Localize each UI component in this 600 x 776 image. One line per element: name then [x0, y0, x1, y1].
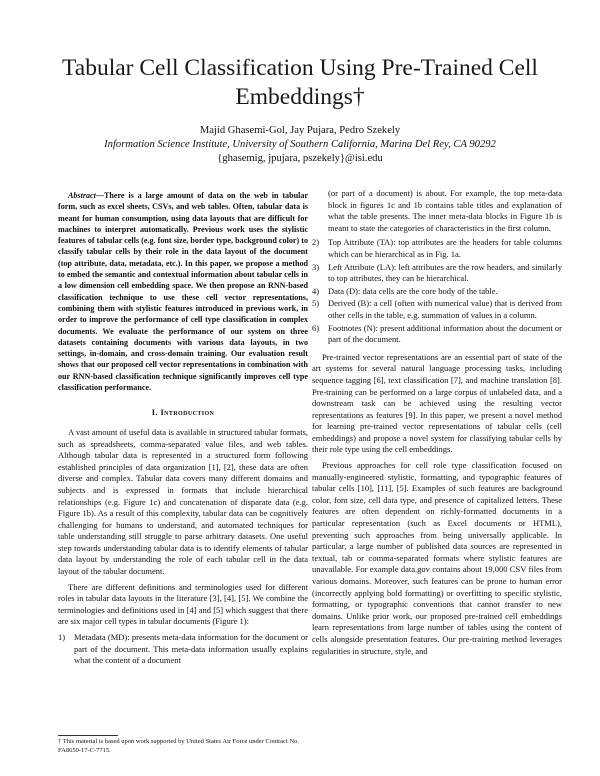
footnote-divider [58, 735, 118, 736]
section-heading-introduction: I. Introduction [151, 407, 215, 418]
list-item-text: Derived (B): a cell (often with numerical value) that is derived from other cells in the table, e.g. summation of values in a column. [328, 298, 562, 320]
list-item-number: 1) [58, 632, 66, 643]
paper-title: Tabular Cell Classification Using Pre-Trained Cell Embeddings† [62, 55, 538, 110]
list-item-number: 4) [312, 285, 320, 296]
list-item-text: Data (D): data cells are the core body of the table. [328, 285, 498, 296]
list-item [312, 262, 562, 285]
author-list: Majid Ghasemi-Gol, Jay Pujara, Pedro Szekely [199, 125, 401, 136]
list-item-text: Footnotes (N): present additional information about the document or part of the document. [328, 322, 562, 345]
list-item-text: Left Attribute (LA): left attributes are the row headers, and similarly to top attributes, they can be hierarchical. [328, 261, 562, 284]
footnote: † This material is based upon work supported by United States Air Force under Contract No. FA8650-17-C-7715. [58, 738, 300, 754]
list-item-text: Top Attribute (TA): top attributes are the headers for table columns which can be hierarchical as in Fig. 1a. [328, 237, 562, 259]
list-item-number: 6) [312, 322, 320, 333]
body-paragraph-pretrained: Pre-trained vector representations are an essential part of state of the art systems for several natural language processing tasks, including sequence tagging [6], text classification [7], and machine translation [8]. Pre-training can be performed on a large corpus of unlabeled data, and a downstream task can be achieved using the resulting vector representations as features [9]. In this paper, we present a novel method for learning pre-trained vector representations of tabular cells (cell embeddings) and propose a novel system for classifying tabular cells by their role type using the cell embeddings. [312, 351, 562, 455]
body-paragraph-previous-approaches: Previous approaches for cell role type classification focused on manually-engineered stylistic, formatting, and typographic features of tabular cells [10], [11], [5]. Examples of such features are background color, font size, cell data type, and presence of capitalized letters. These features are often dependent on richly-formatted documents in a particular representation (such as Excel documents or HTML), preventing such approaches from being universally applicable. In particular, a large number of published data sources are represented in textual, tab or comma-separated formats where stylistic features are unavailable. For example data.gov contains about 19,000 CSV files from various domains. Moreover, such features can be prone to human error (incorrectly applying bold formatting) or overfitting to specific stylistic, formatting, or typographic conventions that cannot transfer to new domains. Unlike prior work, our proposed pre-trained cell embeddings learn representations from large number of tables using the content of cells alongside presentation features. Our pre-training method leverages regularities in structure, style, and [312, 460, 562, 656]
list-item-text: (or part of a document) is about. For example, the top meta-data block in figures 1c and 1b contains table titles and explanation of what the table presents. The inner meta-data blocks in Figure 1b is meant to state the categories of characteristics in the first column. [328, 188, 562, 233]
intro-paragraph-2: There are different definitions and terminologies used for different roles in tabular data layouts in the literature [3], [4], [5]. We combine the terminologies and definitions used in [4] and [5] which suggest that there are six major cell types in tabular documents (Figure 1): [58, 581, 308, 627]
intro-paragraph-1: A vast amount of useful data is available in structured tabular formats, such as spreadsheets, comma-separated value files, and web tables. Although tabular data is represented in a structured form following established principles of data organization [1], [2], these data are often diverse and complex. Tabular data covers many different domains and subjects and is expressed in formats that include hierarchical relationships (e.g. Figure 1c) and concatenation of disparate data (e.g. Figure 1b). As a result of this complexity, tabular data can be cognitively challenging for humans to understand, and automated techniques for table understanding still struggle to parse arbitrary datasets. One useful step towards understanding tabular data is to identify elements of tabular data layout by understanding the role of each tabular cell in the data layout of the tabular document. [58, 426, 308, 577]
list-item [58, 632, 308, 667]
author-emails: {ghasemig, jpujara, pszekely}@isi.edu [217, 153, 383, 164]
list-item-number: 5) [312, 298, 320, 309]
cell-type-list [58, 632, 308, 667]
abstract-text: —There is a large amount of data on the web in tabular form, such as excel sheets, CSVs, and web tables. Often, tabular data is meant for human consumption, using data layouts that are difficult for machines to interpret automatically. Previous work uses the stylistic features of tabular cells (e.g. font size, border type, background color) to classify tabular cells by their role in the data layout of the document (top attribute, data, metadata, etc.). In this paper, we propose a method to embed the semantic and contextual information about tabular cells in a low dimension cell embedding space. We then propose an RNN-based classification technique to use these cell vector representations, combining them with stylistic features introduced in previous work, in order to improve the performance of cell type classification in complex documents. We evaluate the performance of our system on three datasets containing documents with various data layouts, in two settings, in-domain, and cross-domain training. Our evaluation result shows that our proposed cell vector representations in combination with our RNN-based classification technique significantly improves cell type classification performance. [58, 191, 308, 393]
affiliation: Information Science Institute, University of Southern California, Marina Del Rey, CA 90292 [104, 139, 496, 150]
list-item-text: Metadata (MD): presents meta-data information for the document or part of the document. This meta-data information usually explains what the content of a document [74, 632, 308, 666]
list-item [312, 237, 562, 260]
list-item-continuation [312, 188, 562, 234]
list-item [312, 298, 562, 321]
list-item-number: 2) [312, 237, 320, 248]
list-item [312, 323, 562, 346]
abstract-label: Abstract [68, 191, 96, 200]
abstract [58, 190, 308, 393]
right-column [312, 188, 562, 661]
left-column [58, 190, 308, 673]
list-item [312, 286, 562, 298]
cell-type-list-continued [312, 237, 562, 345]
list-item-number: 3) [312, 261, 320, 272]
